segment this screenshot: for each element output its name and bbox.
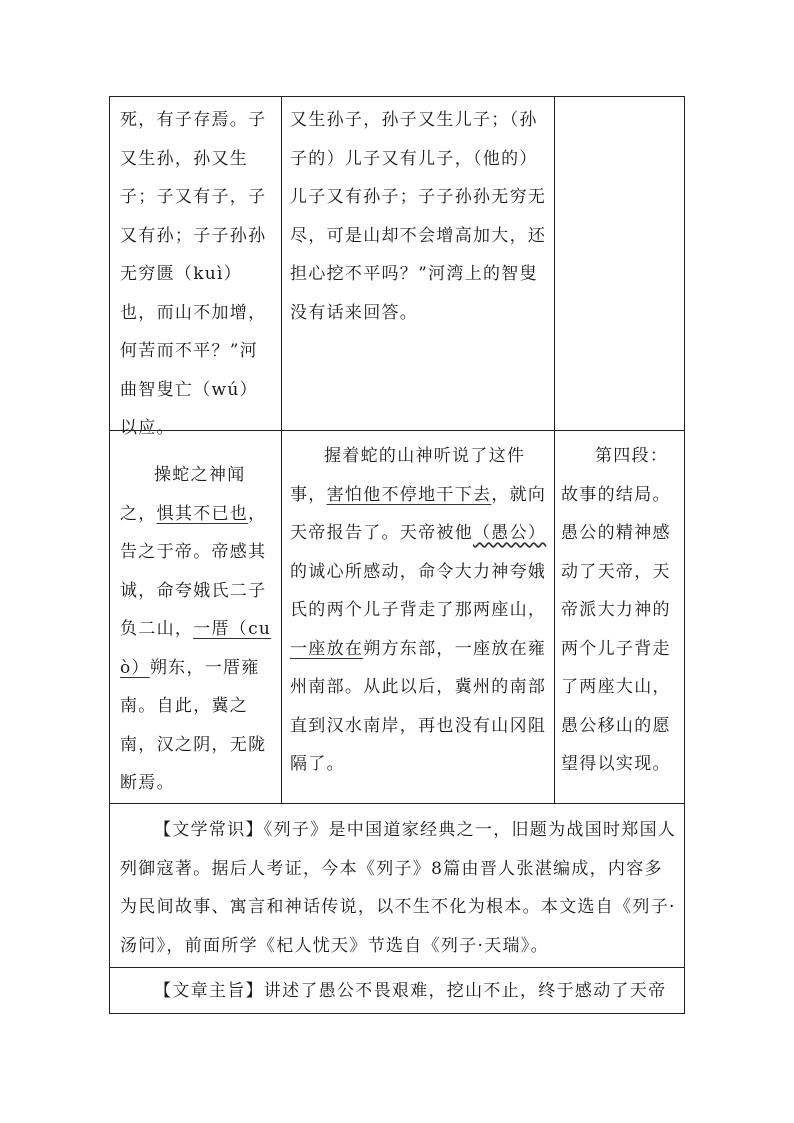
text-run: 握着蛇的山神听说了这件事， xyxy=(290,446,526,505)
classical-text-cell xyxy=(120,456,276,803)
table-border-right xyxy=(684,96,685,1014)
column-divider xyxy=(281,96,282,803)
literature-note: 【文学常识】《列子》是中国道家经典之一，旧题为战国时郑国人列御寇著。据后人考证，今本《列子》8篇由晋人张湛编成，内容多为民间故事、寓言和神话传说，以不生不化为根本。本文选自《列子·汤问》，前面所学《杞人忧天》节选自《列子·天瑞》。 xyxy=(120,820,677,956)
table-border-top xyxy=(109,96,685,97)
text-run: 朔东，一厝雍南。自此，冀之南，汉之阴，无陇断焉。 xyxy=(120,657,267,793)
underlined-phrase: 惧其不已也 xyxy=(156,503,249,524)
column-divider xyxy=(554,96,555,803)
underlined-phrase: 害怕他不停地干下去 xyxy=(326,484,492,505)
classical-text-cell: 死，有子存焉。子又生孙，孙又生子；子又有子，子又有孙；子子孙孙无穷匮（kuì）也，而山不加增，何苦而不平？”河曲智叟亡（wú）以应。 xyxy=(120,110,267,438)
text-run: 操蛇之神闻之， xyxy=(120,465,246,524)
table-border-left xyxy=(109,96,110,1014)
text-run: 朔方东部，一座放在雍州南部。从此以后，冀州的南部直到汉水南岸，再也没有山冈阻隔了。 xyxy=(290,638,547,774)
text-run: ，就向天帝报告了。天帝被他 xyxy=(290,484,547,543)
translation-cell: 又生孙子，孙子又生儿子；（孙子的）儿子又有儿子，（他的）儿子又有孙子；子子孙孙无穷无尽，可是山却不会增高加大，还担心挖不平吗？”河湾上的智叟没有话来回答。 xyxy=(290,110,547,323)
underlined-phrase: 一座放在 xyxy=(290,638,364,659)
underlined-phrase: 一厝（cuò） xyxy=(120,619,272,678)
theme-note: 【文章主旨】讲述了愚公不畏艰难，挖山不止，终于感动了天帝 xyxy=(154,981,667,1001)
row-divider xyxy=(109,803,685,804)
row-divider xyxy=(109,967,685,968)
document-table xyxy=(109,96,685,1014)
notes-cell: 第四段：故事的结局。愚公的精神感动了天帝，天帝派大力神的两个儿子背走了两座大山，愚公移山的愿望得以实现。 xyxy=(561,446,671,774)
text-run: 的诚心所感动，命令大力神夸娥氏的两个儿子背走了那两座山， xyxy=(290,561,547,620)
wavy-underlined-phrase: （愚公） xyxy=(473,523,547,543)
translation-cell xyxy=(290,437,550,784)
text-run: ，告之于帝。帝感其诚，命夸娥氏二子负二山， xyxy=(120,503,267,639)
table-border-bottom xyxy=(109,1013,685,1014)
